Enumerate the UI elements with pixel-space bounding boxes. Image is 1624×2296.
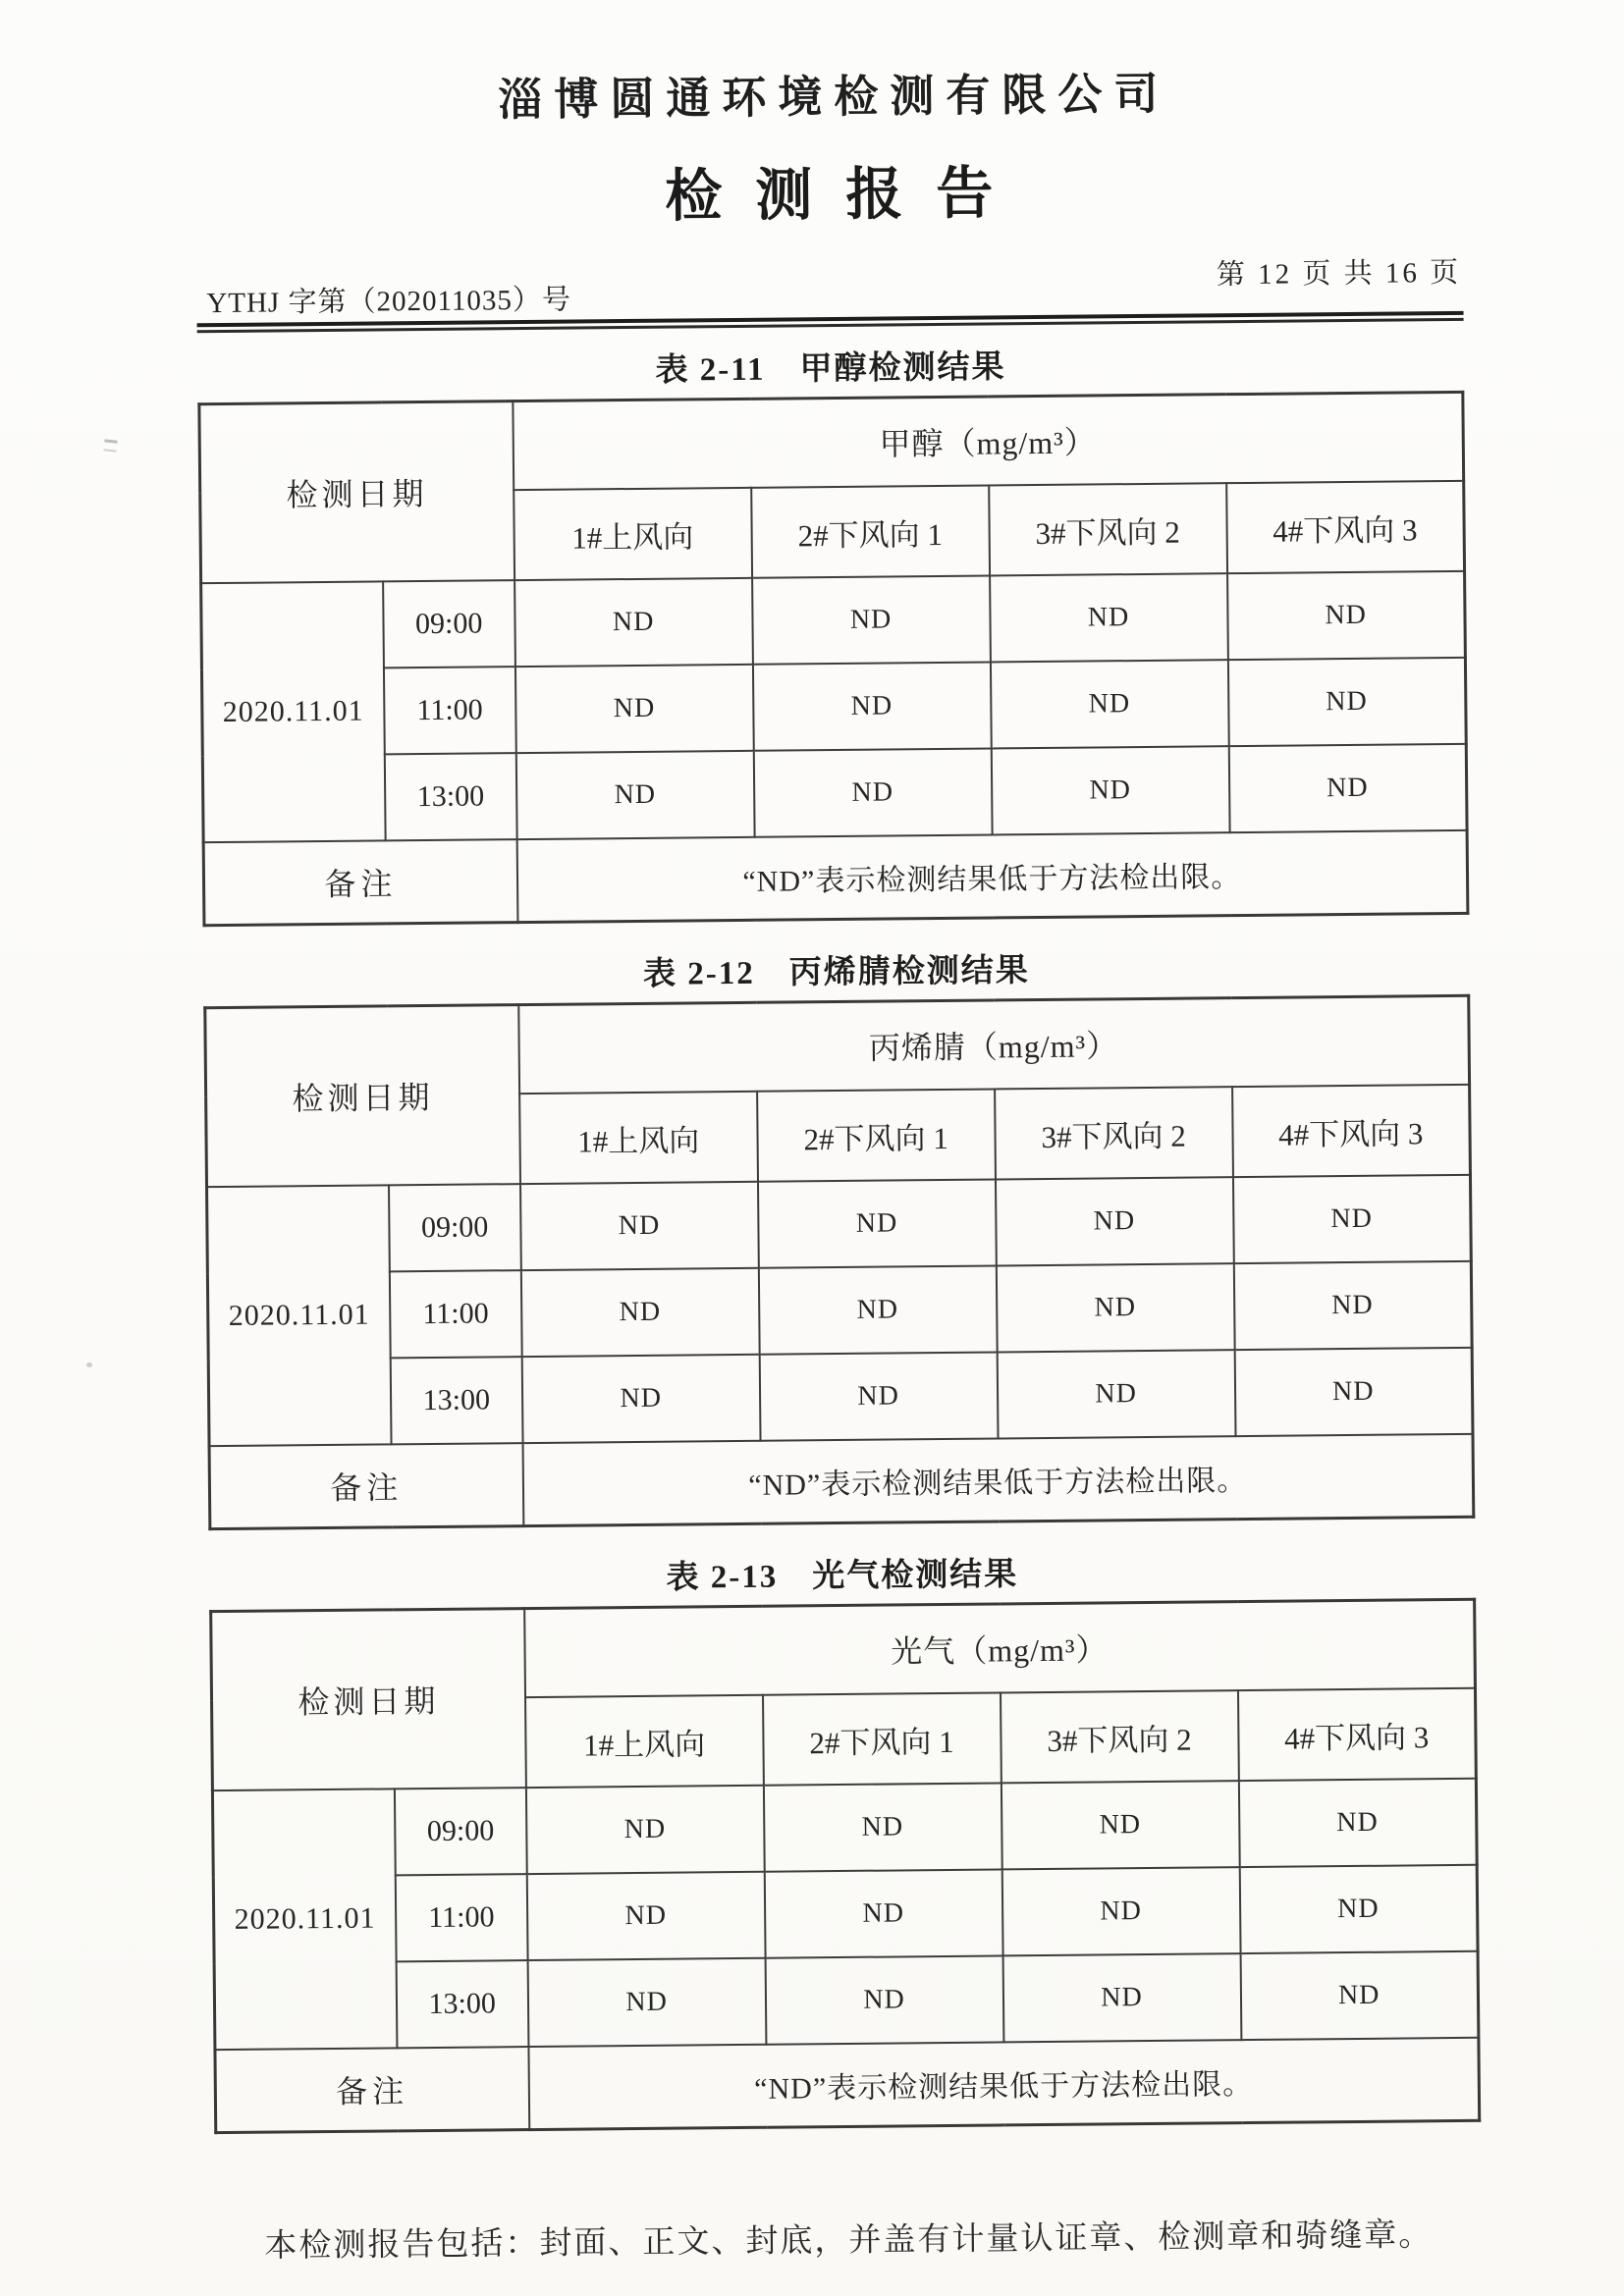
time-cell: 09:00 (383, 580, 515, 667)
time-cell: 11:00 (384, 667, 516, 754)
remark-text-cell: “ND”表示检测结果低于方法检出限。 (522, 1434, 1474, 1526)
page-number: 第 12 页 共 16 页 (1216, 256, 1462, 292)
date-cell: 2020.11.01 (212, 1789, 397, 2050)
value-cell: ND (1238, 1779, 1477, 1867)
value-cell: ND (515, 751, 754, 839)
time-cell: 13:00 (391, 1357, 523, 1444)
column-header-downwind-2: 3#下风向 2 (989, 483, 1227, 575)
remark-text-cell: “ND”表示检测结果低于方法检出限。 (528, 2038, 1480, 2130)
remark-row (203, 830, 1468, 926)
value-cell: ND (758, 1179, 997, 1267)
table-row (214, 1951, 1479, 2050)
value-cell: ND (514, 578, 753, 667)
value-cell: ND (997, 1350, 1235, 1438)
table-header-row (199, 392, 1464, 493)
value-cell: ND (996, 1177, 1234, 1265)
date-cell: 2020.11.01 (201, 581, 386, 842)
date-cell: 2020.11.01 (207, 1185, 392, 1446)
value-cell: ND (527, 1958, 766, 2047)
column-header-downwind-3: 4#下风向 3 (1226, 481, 1465, 573)
value-cell: ND (1234, 1348, 1473, 1436)
analyte-header-cell: 丙烯腈（mg/m³） (518, 995, 1470, 1094)
value-cell: ND (753, 662, 992, 750)
table-header-row (205, 995, 1470, 1096)
page-content (193, 0, 1482, 2267)
column-header-downwind-2: 3#下风向 2 (995, 1087, 1233, 1179)
value-cell: ND (990, 660, 1228, 748)
report-meta-row (196, 250, 1464, 321)
remark-row (215, 2038, 1480, 2133)
remark-text-cell: “ND”表示检测结果低于方法检出限。 (516, 830, 1468, 923)
value-cell: ND (1239, 1865, 1478, 1953)
time-cell: 13:00 (385, 753, 517, 840)
analyte-header-cell: 光气（mg/m³） (524, 1599, 1476, 1697)
table-2-11-caption: 表 2-11 甲醇检测结果 (655, 349, 1006, 389)
value-cell: ND (765, 1955, 1003, 2044)
value-cell: ND (521, 1355, 760, 1443)
value-cell: ND (996, 1263, 1234, 1352)
column-header-downwind-1: 2#下风向 1 (751, 485, 990, 577)
table-2-12-caption: 表 2-12 丙烯腈检测结果 (642, 953, 1030, 992)
value-cell: ND (1001, 1867, 1240, 1955)
value-cell: ND (991, 746, 1229, 834)
table-row (212, 1779, 1477, 1877)
time-cell: 09:00 (389, 1184, 521, 1271)
value-cell: ND (520, 1182, 759, 1270)
time-cell: 09:00 (395, 1788, 527, 1875)
table-row (207, 1175, 1472, 1273)
table-2-13-caption: 表 2-13 光气检测结果 (666, 1557, 1019, 1596)
value-cell: ND (526, 1872, 765, 1960)
column-header-downwind-3: 4#下风向 3 (1238, 1688, 1477, 1781)
column-header-upwind: 1#上风向 (525, 1695, 764, 1788)
value-cell: ND (752, 575, 991, 664)
date-header-cell: 检测日期 (199, 401, 514, 584)
scan-speck (103, 439, 117, 452)
value-cell: ND (764, 1783, 1002, 1871)
company-name: 淄博圆通环境检测有限公司 (498, 69, 1170, 126)
table-row (202, 744, 1467, 842)
value-cell: ND (1227, 571, 1466, 660)
table-2-12 (203, 994, 1475, 1530)
value-cell: ND (764, 1869, 1002, 1957)
remark-row (209, 1434, 1474, 1529)
value-cell: ND (1233, 1261, 1472, 1350)
analyte-header-cell: 甲醇（mg/m³） (513, 392, 1464, 490)
value-cell: ND (1002, 1953, 1241, 2042)
report-title: 检测报告 (665, 161, 1027, 229)
time-cell: 11:00 (396, 1874, 528, 1961)
date-header-cell: 检测日期 (211, 1609, 526, 1791)
table-2-11 (197, 391, 1469, 927)
column-header-downwind-3: 4#下风向 3 (1232, 1085, 1471, 1177)
table-row (208, 1348, 1473, 1446)
report-number: YTHJ 字第（202011035）号 (206, 284, 572, 320)
table-row (201, 571, 1466, 669)
column-header-upwind: 1#上风向 (519, 1092, 758, 1184)
value-cell: ND (1227, 658, 1466, 746)
column-header-downwind-2: 3#下风向 2 (1001, 1690, 1239, 1783)
value-cell: ND (1240, 1951, 1479, 2040)
table-row (207, 1261, 1472, 1360)
value-cell: ND (526, 1786, 765, 1874)
scan-speck (86, 1362, 92, 1367)
value-cell: ND (759, 1352, 998, 1440)
value-cell: ND (758, 1265, 997, 1354)
value-cell: ND (990, 573, 1228, 662)
value-cell: ND (515, 665, 754, 753)
time-cell: 13:00 (396, 1960, 528, 2048)
time-cell: 11:00 (390, 1270, 522, 1358)
table-2-13 (209, 1598, 1481, 2134)
value-cell: ND (1001, 1781, 1239, 1869)
report-scope-note: 本检测报告包括：封面、正文、封底，并盖有计量认证章、检测章和骑缝章。 (264, 2217, 1434, 2265)
value-cell: ND (1232, 1175, 1471, 1263)
remark-label-cell: 备注 (209, 1443, 523, 1529)
value-cell: ND (753, 748, 992, 836)
column-header-upwind: 1#上风向 (514, 488, 752, 580)
column-header-downwind-1: 2#下风向 1 (763, 1692, 1001, 1785)
column-header-downwind-1: 2#下风向 1 (757, 1089, 996, 1181)
table-row (201, 658, 1466, 756)
table-row (213, 1865, 1478, 1963)
table-header-row (211, 1599, 1476, 1700)
remark-label-cell: 备注 (215, 2047, 529, 2133)
remark-label-cell: 备注 (203, 839, 517, 926)
value-cell: ND (1228, 744, 1467, 832)
date-header-cell: 检测日期 (205, 1005, 520, 1188)
value-cell: ND (521, 1268, 760, 1357)
